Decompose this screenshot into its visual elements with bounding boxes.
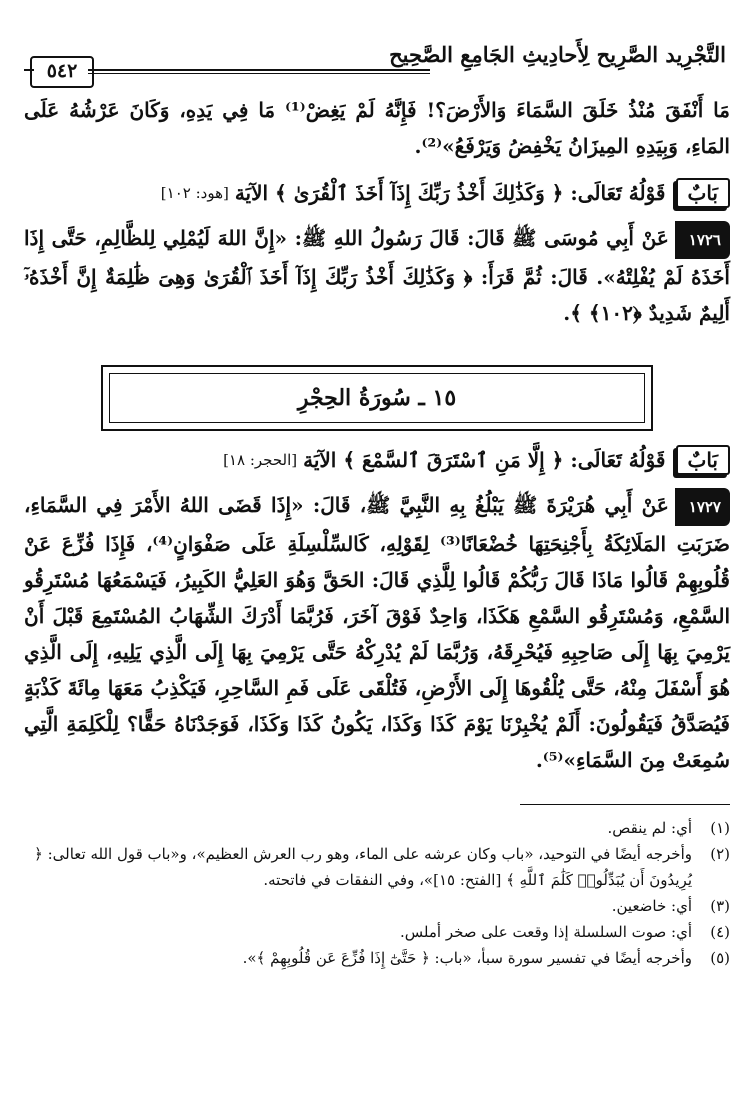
footnotes bbox=[24, 815, 730, 971]
chapter-badge: بَابٌ bbox=[676, 178, 731, 208]
hadith-1727 bbox=[24, 487, 730, 778]
footnote-item bbox=[24, 893, 730, 919]
footnote-text: وأخرجه أيضًا في التوحيد، «باب وكان عرشه على الماء، وهو رب العرش العظيم»، و«باب قول الله تعالى: ﴿ يُرِيدُونَ أَن يُبَدِّلُوا۟ كَلَٰمَ ٱللَّهِ ﴾ [الفتح: ١٥]»، وفي النفقات في فاتحته. bbox=[34, 845, 692, 889]
page-number: ٥٤٢ bbox=[30, 56, 94, 88]
footnote-item bbox=[24, 841, 730, 893]
hadith-1726 bbox=[24, 220, 730, 331]
chapter-heading-text: قَوْلُهُ تَعَالَى: ﴿ إِلَّا مَنِ ٱسْتَرَقَ ٱلسَّمْعَ ﴾ الآيَة bbox=[303, 448, 666, 472]
header-rule bbox=[88, 69, 430, 71]
book-page bbox=[24, 34, 730, 1094]
chapter-badge: بَابٌ bbox=[676, 445, 731, 475]
chapter-heading-hud bbox=[24, 178, 730, 208]
continuation-paragraph: مَا أَنْفَقَ مُنْذُ خَلَقَ السَّمَاءَ وَالأَرْضَ؟! فَإِنَّهُ لَمْ يَغِضْ⁽¹⁾ مَا فِي يَدِهِ، وَكَانَ عَرْشُهُ عَلَى المَاءِ، وَبِيَدِهِ المِيزَانُ يَخْفِضُ وَيَرْفَعُ»⁽²⁾. bbox=[24, 98, 730, 158]
hadith-number: ١٧٢٧ bbox=[675, 488, 730, 526]
footnote-text: أي: صوت السلسلة إذا وقعت على صخر أملس. bbox=[400, 923, 692, 941]
running-header bbox=[24, 34, 730, 86]
footnote-text: أي: خاضعين. bbox=[611, 897, 692, 915]
chapter-heading-hijr bbox=[24, 445, 730, 475]
header-rule-thin bbox=[88, 73, 430, 74]
footnote-separator bbox=[520, 804, 730, 805]
verse-reference: [الحجر: ١٨] bbox=[223, 451, 298, 469]
footnote-text: وأخرجه أيضًا في تفسير سورة سبأ، «باب: ﴿ حَتَّىٰٓ إِذَا فُزِّعَ عَن قُلُوبِهِمْ ﴾». bbox=[242, 949, 692, 967]
surah-title: ١٥ ـ سُورَةُ الحِجْرِ bbox=[109, 373, 645, 423]
chapter-heading-text: قَوْلُهُ تَعَالَى: ﴿ وَكَذَٰلِكَ أَخْذُ رَبِّكَ إِذَآ أَخَذَ ٱلْقُرَىٰ ﴾ الآيَة bbox=[234, 181, 666, 205]
footnote-text: أي: لم ينقص. bbox=[607, 819, 692, 837]
footnote-number: (١) bbox=[710, 819, 730, 837]
footnote-item bbox=[24, 919, 730, 945]
footnote-number: (٣) bbox=[710, 897, 730, 915]
hadith-number: ١٧٢٦ bbox=[675, 221, 730, 259]
footnote-number: (٥) bbox=[710, 949, 730, 967]
footnote-item bbox=[24, 945, 730, 971]
surah-title-frame bbox=[101, 365, 653, 431]
footnote-number: (٤) bbox=[710, 923, 730, 941]
hadith-text: عَنْ أَبِي هُرَيْرَةَ ﷺ يَبْلُغُ بِهِ النَّبِيَّ ﷺ، قَالَ: «إِذَا قَضَى اللهُ الأَمْرَ فِي السَّمَاءِ، ضَرَبَتِ المَلَائِكَةُ بِأَجْنِحَتِهَا خُضْعَانًا⁽³⁾ لِقَوْلِهِ، كَالسِّلْسِلَةِ عَلَى صَفْوَانٍ⁽⁴⁾، فَإِذَا فُزِّعَ عَنْ قُلُوبِهِمْ قَالُوا مَاذَا قَالَ رَبُّكُمْ قَالُوا لِلَّذِي قَالَ: الحَقَّ وَهُوَ العَلِيُّ الكَبِيرُ، فَيَسْمَعُهَا مُسْتَرِقُو السَّمْعِ، وَمُسْتَرِقُو السَّمْعِ هَكَذَا، وَاحِدٌ فَوْقَ آخَرَ، فَرُبَّمَا أَدْرَكَ الشِّهَابُ المُسْتَمِعَ قَبْلَ أَنْ يَرْمِيَ بِهَا إِلَى صَاحِبِهِ فَيُحْرِقَهُ، وَرُبَّمَا لَمْ يُدْرِكْهُ حَتَّى يَرْمِيَ بِهَا إِلَى الَّذِي يَلِيهِ، إِلَى الَّذِي هُوَ أَسْفَلَ مِنْهُ، حَتَّى يُلْقُوهَا إِلَى الأَرْضِ، فَتُلْقَى عَلَى فَمِ السَّاحِرِ، فَيَكْذِبُ مَعَهَا مِائَةَ كَذْبَةٍ فَيُصَدَّقُ فَيَقُولُونَ: أَلَمْ يُخْبِرْنَا يَوْمَ كَذَا وَكَذَا، يَكُونُ كَذَا وَكَذَا، فَوَجَدْنَاهُ حَقًّا؟ لِلْكَلِمَةِ الَّتِي سُمِعَتْ مِنَ السَّمَاءِ»⁽⁵⁾. bbox=[24, 493, 730, 772]
footnote-number: (٢) bbox=[710, 845, 730, 863]
verse-reference: [هود: ١٠٢] bbox=[160, 184, 229, 202]
hadith-text: عَنْ أَبِي مُوسَى ﷺ قَالَ: قَالَ رَسُولُ اللهِ ﷺ: «إِنَّ اللهَ لَيُمْلِي لِلظَّالِمِ، حَتَّى إِذَا أَخَذَهُ لَمْ يُفْلِتْهُ». قَالَ: ثُمَّ قَرَأَ: ﴿ وَكَذَٰلِكَ أَخْذُ رَبِّكَ إِذَآ أَخَذَ ٱلْقُرَىٰ وَهِىَ ظَٰلِمَةٌ إِنَّ أَخْذَهُۥٓ أَلِيمٌ شَدِيدٌ ﴿١٠٢﴾ ﴾. bbox=[24, 226, 730, 325]
running-title: التَّجْرِيد الصَّرِيح لِأَحادِيثِ الجَامِعِ الصَّحِيح bbox=[389, 42, 726, 67]
footnote-item bbox=[24, 815, 730, 841]
